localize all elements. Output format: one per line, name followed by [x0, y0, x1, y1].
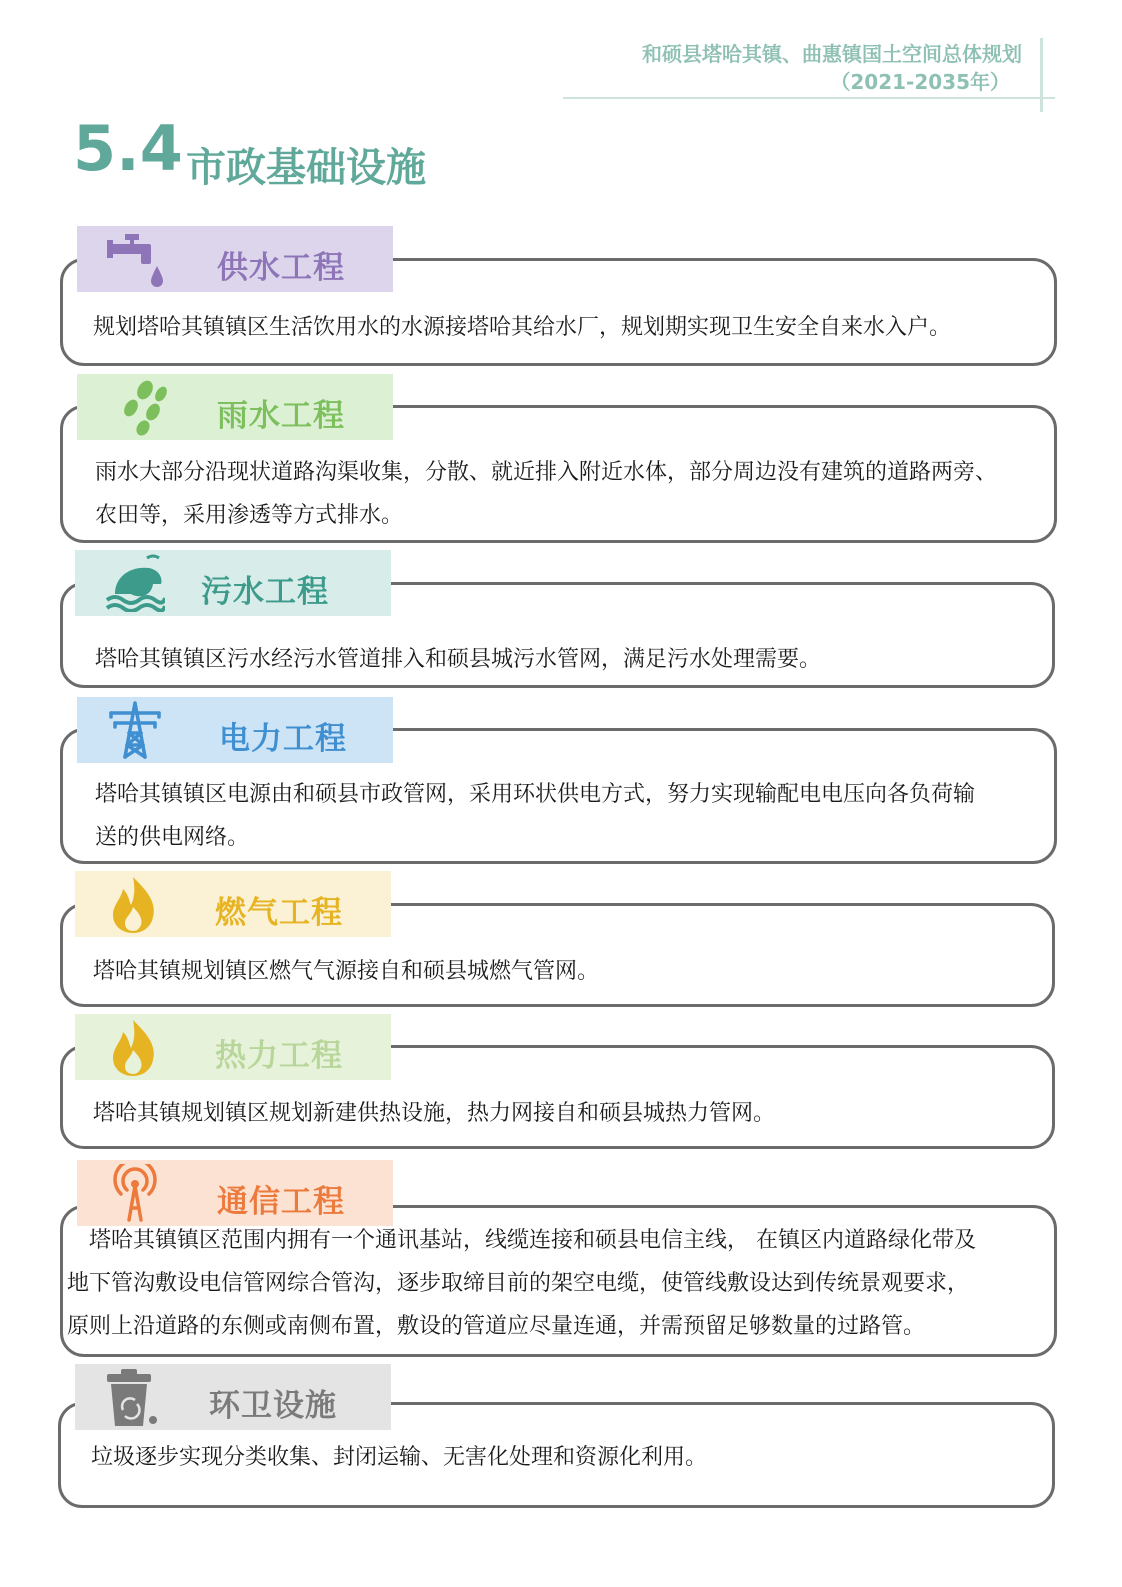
text-line: 规划塔哈其镇镇区生活饮用水的水源接塔哈其给水厂，规划期实现卫生安全自来水入户。: [93, 315, 952, 340]
body-text: [67, 1219, 976, 1348]
header-vertical-rule: [1040, 38, 1043, 112]
tab-sewage: [75, 550, 391, 616]
text-line: 塔哈其镇规划镇区燃气气源接自和硕县城燃气管网。: [93, 959, 600, 984]
telecom-antenna-icon: [103, 1164, 167, 1222]
heat-flame-icon: [101, 1018, 165, 1076]
water-tap-icon: [103, 230, 167, 288]
tab-water-supply: [77, 226, 393, 292]
body-text: [95, 638, 821, 681]
text-line: 地下管沟敷设电信管网综合管沟，逐步取缔目前的架空电缆，使管线敷设达到传统景观要求，: [67, 1271, 970, 1296]
header-rule: [563, 97, 1055, 99]
tab-label: 热力工程: [215, 1038, 343, 1074]
tab-label: 雨水工程: [217, 398, 345, 434]
body-text: [93, 306, 951, 349]
body-text: [95, 451, 997, 537]
tab-heat: [75, 1014, 391, 1080]
section-number: 5.4: [73, 112, 183, 185]
text-line: 送的供电网络。: [95, 825, 250, 850]
text-line: 原则上沿道路的东侧或南侧布置，敷设的管道应尽量连通，并需预留足够数量的过路管。: [67, 1314, 926, 1339]
tab-label: 燃气工程: [215, 895, 343, 931]
tab-power: [77, 697, 393, 763]
text-line: 塔哈其镇镇区污水经污水管道排入和硕县城污水管网，满足污水处理需要。: [95, 647, 822, 672]
text-line: 垃圾逐步实现分类收集、封闭运输、无害化处理和资源化利用。: [91, 1445, 708, 1470]
text-line: 塔哈其镇镇区范围内拥有一个通讯基站，线缆连接和硕县电信主线， 在镇区内道路绿化带及: [89, 1228, 976, 1253]
power-tower-icon: [103, 701, 167, 759]
tab-label: 通信工程: [217, 1184, 345, 1220]
body-text: [93, 1092, 775, 1135]
text-line: 雨水大部分沿现状道路沟渠收集，分散、就近排入附近水体，部分周边没有建筑的道路两旁、: [95, 460, 998, 485]
tab-rainwater: [77, 374, 393, 440]
trash-bin-icon: [101, 1368, 165, 1426]
body-text: [95, 773, 975, 859]
sewage-icon: [101, 554, 165, 612]
tab-label: 供水工程: [217, 250, 345, 286]
gas-flame-icon: [101, 875, 165, 933]
tab-telecom: [77, 1160, 393, 1226]
text-line: 农田等，采用渗透等方式排水。: [95, 503, 404, 528]
body-text: [93, 950, 599, 993]
tab-label: 环卫设施: [209, 1388, 337, 1424]
text-line: 塔哈其镇镇区电源由和硕县市政管网，采用环状供电方式，努力实现输配电电压向各负荷输: [95, 782, 976, 807]
tab-gas: [75, 871, 391, 937]
body-text: [91, 1436, 707, 1479]
tab-label: 电力工程: [219, 721, 347, 757]
text-line: 塔哈其镇规划镇区规划新建供热设施，热力网接自和硕县城热力管网。: [93, 1101, 776, 1126]
header-title-line2: （2021-2035年）: [830, 70, 1010, 94]
header-title-line1: 和硕县塔哈其镇、曲惠镇国土空间总体规划: [642, 42, 1022, 66]
tab-label: 污水工程: [201, 574, 329, 610]
rain-drops-icon: [103, 378, 167, 436]
tab-sanitation: [75, 1364, 391, 1430]
section-title: 市政基础设施: [186, 145, 426, 191]
